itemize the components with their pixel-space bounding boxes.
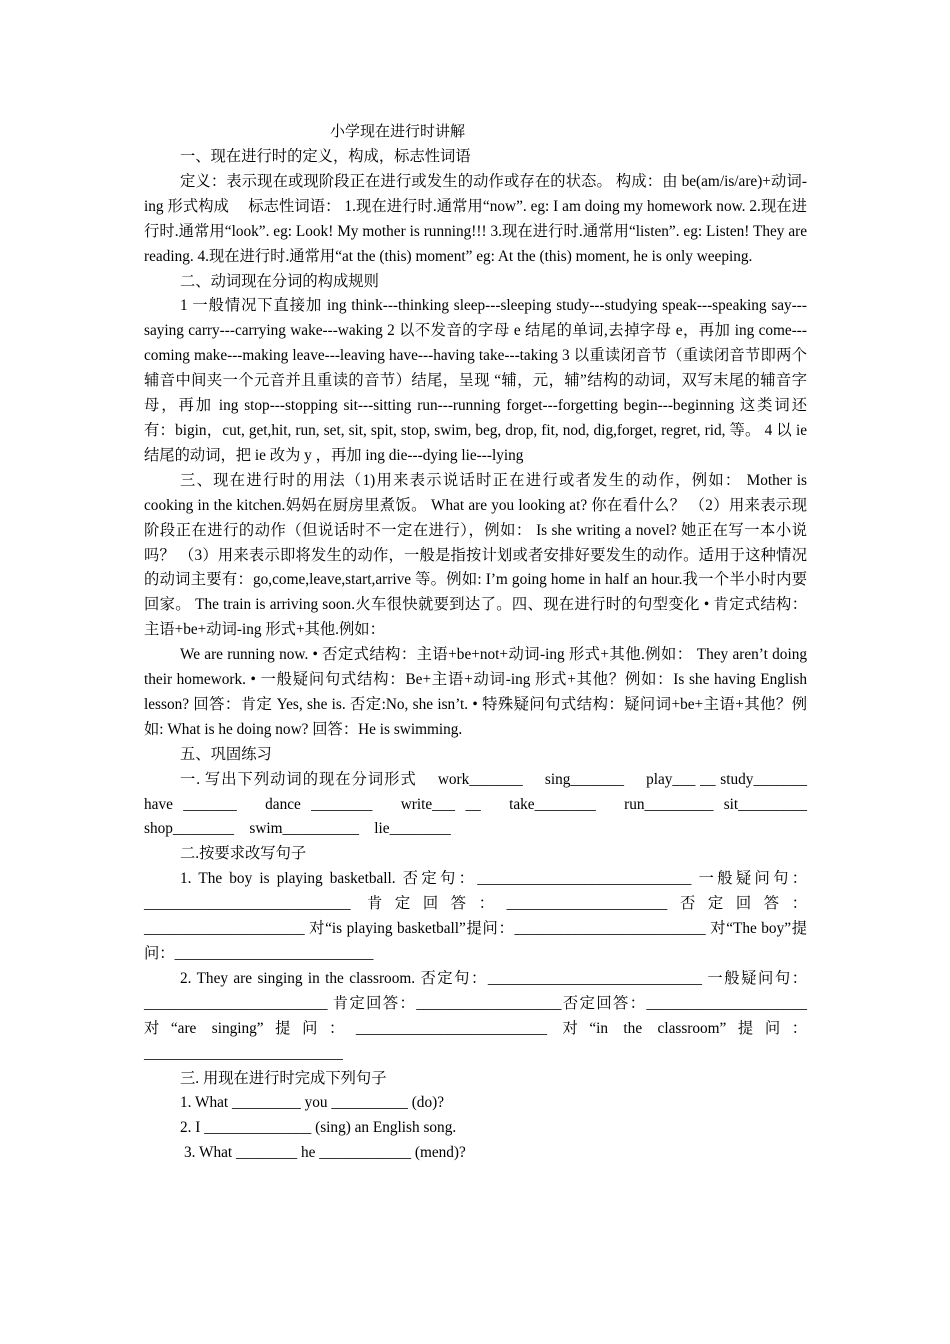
exercise-3-item: 1. What _________ you __________ (do)? — [180, 1094, 444, 1112]
exercise-1: 一. 写出下列动词的现在分词形式 work_______ sing_______ play___ __ study_______ have _______ dance ________ write___ __ take________ run_________ sit_________ shop________ swim__________ lie________ — [144, 770, 823, 838]
section-heading-1: 一、现在进行时的定义，构成，标志性词语 — [180, 148, 471, 165]
exercise-2-question-2: 2. They are singing in the classroom. 否定句：____________________________ 一般疑问句：________________________ 肯定回答：___________________否定回答：_____________________ 对“are singing”提问：_________________________ 对“in the classroom”提问：__________________________ — [144, 969, 807, 1062]
exercise-2-question-1: 1. The boy is playing basketball. 否定句：____________________________ 一般疑问句：___________________________ 肯定回答：_____________________否定回答：_____________________ 对“is playing basketball”提问：_________________________ 对“The boy”提问：__________________________ — [144, 870, 807, 962]
section-body-1: 定义：表示现在或现阶段正在进行或发生的动作或存在的状态。 构成：由 be(am/is/are)+动词-ing 形式构成 标志性词语： 1.现在进行时.通常用“now”. eg: I am doing my homework now. 2.现在进行时.通常用“look”. eg: Look! My mother is running!!! 3.现在进行时.通常用“listen”. eg: Listen! They are reading. 4.现在进行时.通常用“at the (this) moment” eg: At the (this) moment, he is only weeping. — [144, 172, 807, 265]
exercise-2-heading: 二.按要求改写句子 — [180, 845, 307, 863]
document-page — [144, 120, 823, 1166]
exercise-3-heading: 三. 用现在进行时完成下列句子 — [180, 1069, 387, 1087]
section-body-3: 三、现在进行时的用法（1)用来表示说话时正在进行或者发生的动作，例如： Mother is cooking in the kitchen.妈妈在厨房里煮饭。 What are you looking at? 你在看什么？ （2）用来表示现阶段正在进行的动作（但说话时不一定在进行），例如： Is she writing a novel? 她正在写一本小说吗？ （3）用来表示即将发生的动作，一般是指按计划或者安排好要发生的动作。适用于这种情况的动词主要有：go,come,leave,start,arrive 等。例如: I’m going home in half an hour.我一个半小时内要回家。 The train is arriving soon.火车很快就要到达了。四、现在进行时的句型变化 • 肯定式结构：主语+be+动词-ing 形式+其他.例如： — [144, 471, 807, 639]
exercise-3-item: 3. What ________ he ____________ (mend)? — [184, 1144, 466, 1162]
section-body-4: We are running now. • 否定式结构：主语+be+not+动词-ing 形式+其他.例如： They aren’t doing their homework. • 一般疑问句式结构：Be+主语+动词-ing 形式+其他？例如：Is she having English lesson? 回答：肯定 Yes, she is. 否定:No, she isn’t. • 特殊疑问句式结构：疑问词+be+主语+其他？例如: What is he doing now? 回答：He is swimming. — [144, 646, 807, 738]
section-heading-5: 五、巩固练习 — [180, 745, 272, 763]
page-title: 小学现在进行时讲解 — [330, 124, 466, 140]
section-heading-2: 二、动词现在分词的构成规则 — [180, 272, 379, 290]
section-body-2: 1 一般情况下直接加 ing think---thinking sleep---sleeping study---studying speak---speaking say---saying carry---carrying wake---waking 2 以不发音的字母 e 结尾的单词,去掉字母 e，再加 ing come---coming make---making leave---leaving have---having take---taking 3 以重读闭音节（重读闭音节即两个辅音中间夹一个元音并且重读的音节）结尾，呈现 “辅，元，辅”结构的动词，双写末尾的辅音字母，再加 ing stop---stopping sit---sitting run---running forget---forgetting begin---beginning 这类词还有：bigin，cut, get,hit, run, set, sit, spit, stop, swim, beg, drop, fit, nod, dig,forget, regret, rid, 等。 4 以 ie 结尾的动词，把 ie 改为 y ，再加 ing die---dying lie---lying — [144, 297, 807, 464]
exercise-3-item: 2. I ______________ (sing) an English song. — [180, 1119, 457, 1137]
